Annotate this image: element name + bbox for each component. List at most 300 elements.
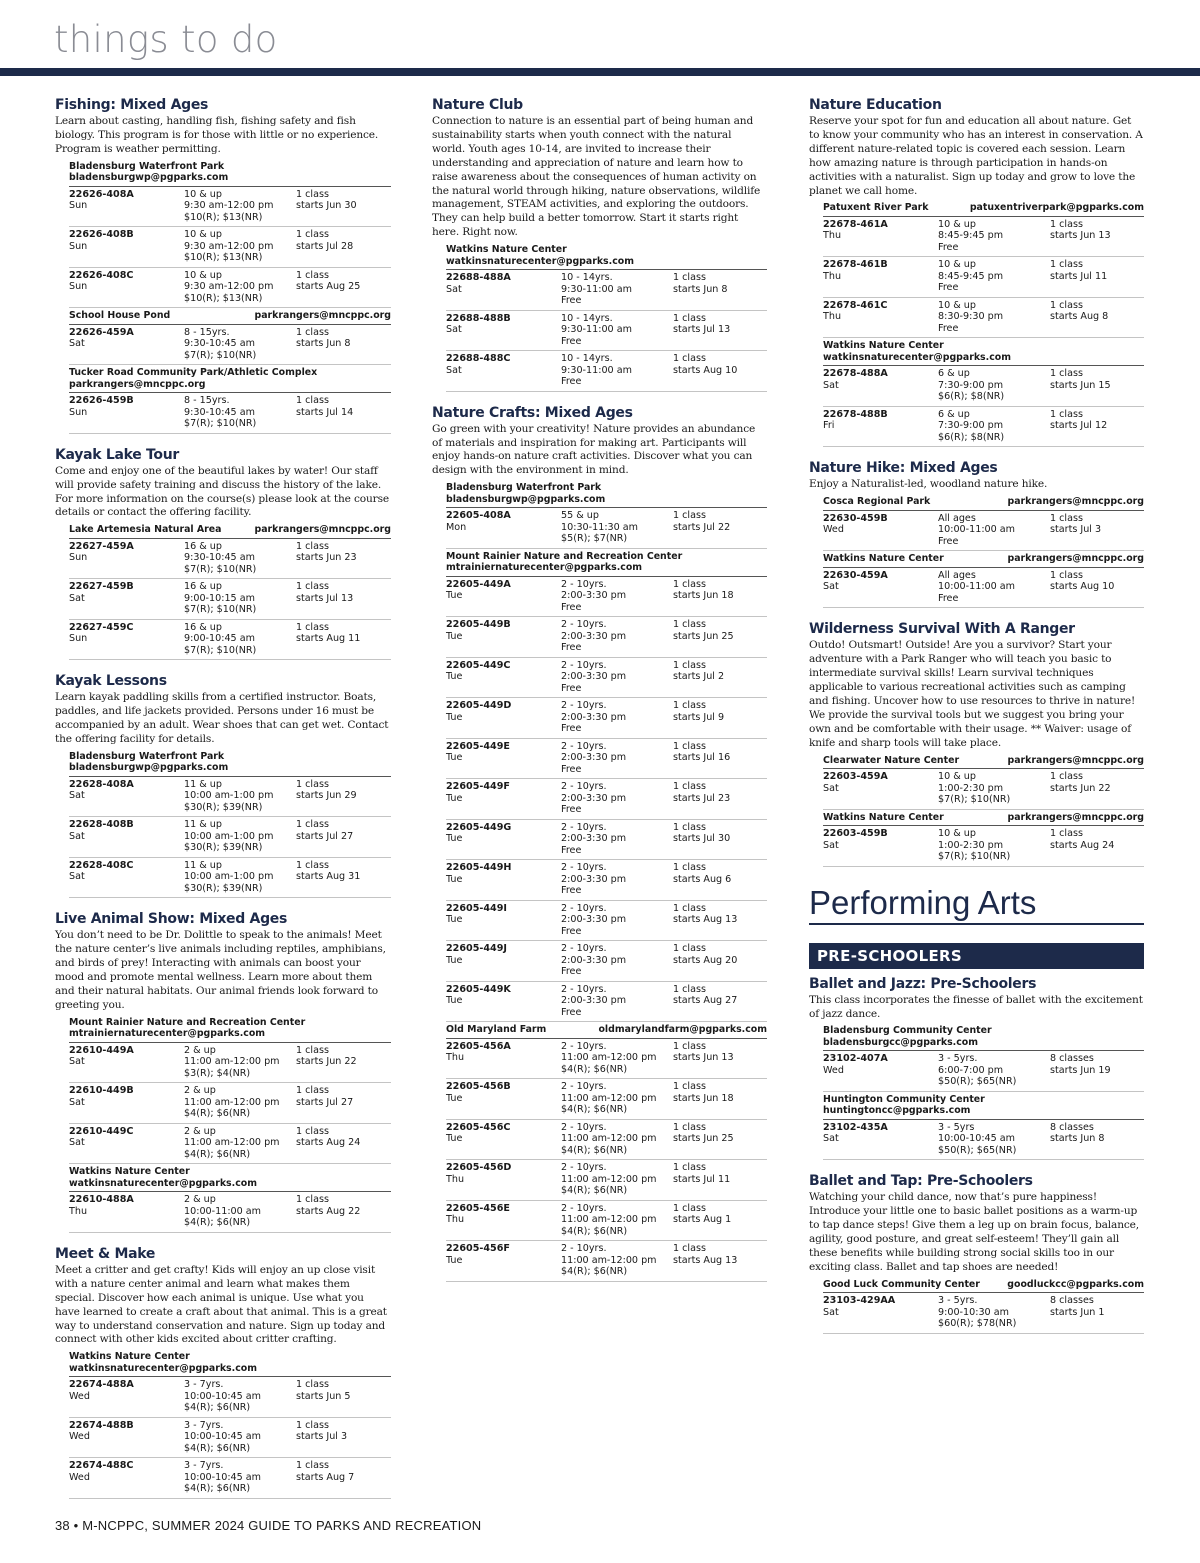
class-listing-row xyxy=(69,539,391,580)
listing-code-day xyxy=(446,579,561,614)
listing-classes-start xyxy=(296,189,391,224)
course-fee: $4(R); $6(NR) xyxy=(184,1148,251,1160)
course-code[interactable]: 23103-429AA xyxy=(823,1295,896,1307)
course-fee: $30(R); $39(NR) xyxy=(184,842,263,854)
course-fee: Free xyxy=(561,723,582,735)
listing-code-day xyxy=(446,1081,561,1116)
course-code[interactable]: 22678-488B xyxy=(823,408,888,420)
course-class-count: 1 class xyxy=(1050,299,1083,311)
listing-age-time-fee xyxy=(184,819,296,854)
course-time: 8:45-9:45 pm xyxy=(938,230,1004,242)
program-section xyxy=(55,1245,391,1499)
course-fee: Free xyxy=(561,763,582,775)
class-listing-row xyxy=(823,298,1144,339)
course-code[interactable]: 23102-435A xyxy=(823,1121,888,1133)
course-code[interactable]: 22605-456F xyxy=(446,1243,510,1255)
course-age: 2 - 10yrs. xyxy=(561,1121,607,1133)
section-description: Reserve your spot for fun and education all about nature. Get to know your community who has an interest in conservation. A different nature-related topic is covered each session. Learn how amazing nature is through participation in hands-on activities with a naturalist. Sign up today and grow to love the planet we call home. xyxy=(809,115,1143,197)
listing-classes-start xyxy=(296,819,391,854)
course-class-count: 8 classes xyxy=(1050,1053,1094,1065)
listing-classes-start xyxy=(296,1126,391,1161)
course-code[interactable]: 22630-459B xyxy=(823,512,888,524)
course-code[interactable]: 22605-449F xyxy=(446,781,510,793)
location-email[interactable]: parkrangers@mncppc.org xyxy=(1007,496,1144,508)
course-fee: $4(R); $6(NR) xyxy=(561,1266,628,1278)
location-name: Huntington Community Center xyxy=(823,1093,985,1105)
course-class-count: 1 class xyxy=(1050,368,1083,380)
course-time: 7:30-9:00 pm xyxy=(938,379,1004,391)
course-code[interactable]: 22603-459A xyxy=(823,771,888,783)
course-age: 11 & up xyxy=(184,819,222,831)
location-header xyxy=(446,480,767,508)
class-listing-row xyxy=(823,568,1144,609)
course-age: 10 & up xyxy=(938,828,976,840)
location-email[interactable]: parkrangers@mncppc.org xyxy=(1007,811,1144,823)
listing-classes-start xyxy=(673,1203,767,1238)
course-code[interactable]: 22688-488B xyxy=(446,312,511,324)
course-class-count: 1 class xyxy=(673,312,706,324)
location-name: Bladensburg Waterfront Park xyxy=(69,750,225,762)
course-time: 11:00 am-12:00 pm xyxy=(561,1214,657,1226)
listing-code-day xyxy=(446,510,561,545)
location-email[interactable]: parkrangers@mncppc.org xyxy=(1007,754,1144,766)
course-start-date: starts Aug 13 xyxy=(673,1254,738,1266)
location-name: Lake Artemesia Natural Area xyxy=(69,524,222,536)
course-day: Thu xyxy=(446,1052,465,1064)
course-code[interactable]: 22674-488C xyxy=(69,1460,134,1472)
section-title: Kayak Lake Tour xyxy=(55,446,179,463)
location-name: Bladensburg Community Center xyxy=(823,1025,992,1037)
class-listing-row xyxy=(446,739,767,780)
class-listing-row xyxy=(69,268,391,309)
class-listing-row xyxy=(823,366,1144,407)
listing-code-day xyxy=(69,860,184,895)
course-class-count: 1 class xyxy=(296,1125,329,1137)
course-fee: $10(R); $13(NR) xyxy=(184,211,263,223)
location-email[interactable]: patuxentriverpark@pgparks.com xyxy=(969,202,1144,214)
class-listing-row xyxy=(69,1043,391,1084)
course-time: 11:00 am-12:00 pm xyxy=(561,1052,657,1064)
course-age: 3 - 7yrs. xyxy=(184,1379,224,1391)
course-code[interactable]: 22626-408A xyxy=(69,188,134,200)
course-class-count: 1 class xyxy=(296,326,329,338)
course-class-count: 1 class xyxy=(296,1085,329,1097)
course-day: Sun xyxy=(69,406,88,418)
course-code[interactable]: 22674-488B xyxy=(69,1419,134,1431)
class-listing-row xyxy=(69,1418,391,1459)
course-fee: Free xyxy=(561,804,582,816)
location-header xyxy=(823,1277,1144,1294)
course-day: Sat xyxy=(823,581,839,593)
course-day: Mon xyxy=(446,521,467,533)
class-listing-row xyxy=(446,351,767,392)
course-time: 2:00-3:30 pm xyxy=(561,630,627,642)
section-title: Nature Hike: Mixed Ages xyxy=(809,460,998,477)
course-day: Tue xyxy=(446,914,463,926)
course-class-count: 1 class xyxy=(673,902,706,914)
class-listing-row xyxy=(69,227,391,268)
course-class-count: 1 class xyxy=(1050,569,1083,581)
course-class-count: 1 class xyxy=(673,983,706,995)
course-age: 3 - 7yrs. xyxy=(184,1419,224,1431)
location-email[interactable]: watkinsnaturecenter@pgparks.com xyxy=(69,1177,257,1189)
listing-age-time-fee xyxy=(561,1041,673,1076)
class-listing-row xyxy=(69,1377,391,1418)
course-day: Thu xyxy=(823,270,842,282)
course-age: 2 - 10yrs. xyxy=(561,700,607,712)
listing-code-day xyxy=(823,1053,938,1088)
course-class-count: 1 class xyxy=(296,1419,329,1431)
location-email[interactable]: watkinsnaturecenter@pgparks.com xyxy=(823,351,1011,363)
course-code[interactable]: 22628-408B xyxy=(69,819,134,831)
course-time: 2:00-3:30 pm xyxy=(561,914,627,926)
course-code[interactable]: 22605-408A xyxy=(446,510,511,522)
listing-code-day xyxy=(69,395,184,430)
section-description: Learn about casting, handling fish, fishing safety and fish biology. This program is for those with little or no experience. Program is weather permitting. xyxy=(55,115,379,155)
class-listing-row xyxy=(69,579,391,620)
course-time: 9:30-11:00 am xyxy=(561,324,632,336)
section-description: This class incorporates the finesse of ballet with the excitement of jazz dance. xyxy=(809,993,1143,1020)
course-age: 10 - 14yrs. xyxy=(561,272,613,284)
listing-code-day xyxy=(69,229,184,264)
course-time: 2:00-3:30 pm xyxy=(561,792,627,804)
course-age: 16 & up xyxy=(184,581,222,593)
listing-classes-start xyxy=(296,1045,391,1080)
course-day: Sat xyxy=(823,839,839,851)
course-code[interactable]: 22605-456E xyxy=(446,1202,510,1214)
class-listing-row xyxy=(446,698,767,739)
course-time: 1:00-2:30 pm xyxy=(938,839,1004,851)
listing-age-time-fee xyxy=(561,1203,673,1238)
location-email[interactable]: oldmarylandfarm@pgparks.com xyxy=(598,1024,767,1036)
section-title: Meet & Make xyxy=(55,1245,156,1262)
course-time: 10:00 am-1:00 pm xyxy=(184,871,274,883)
course-code[interactable]: 22627-459C xyxy=(69,621,134,633)
listing-classes-start xyxy=(673,984,767,1019)
course-age: 3 - 5yrs xyxy=(938,1121,975,1133)
course-age: 2 - 10yrs. xyxy=(561,902,607,914)
listing-code-day xyxy=(69,1460,184,1495)
course-code[interactable]: 22605-449G xyxy=(446,821,512,833)
listing-code-day xyxy=(69,270,184,305)
listing-code-day xyxy=(446,660,561,695)
course-code[interactable]: 22605-449K xyxy=(446,983,511,995)
location-email[interactable]: mtrainiernaturecenter@pgparks.com xyxy=(69,1028,266,1040)
listing-age-time-fee xyxy=(184,1379,296,1414)
course-day: Tue xyxy=(446,792,463,804)
listing-classes-start xyxy=(673,781,767,816)
section-description: Meet a critter and get crafty! Kids will enjoy an up close visit with a nature center animal and learn what makes them special. Discover how each animal is unique. Use what you have learned to create a craft about that animal. This is a great way to understand conservation and nature. Sign up today and connect with other kids excited about critter crafting. xyxy=(55,1263,387,1346)
listing-code-day xyxy=(823,368,938,403)
listing-code-day xyxy=(69,1085,184,1120)
course-code[interactable]: 22678-488A xyxy=(823,368,888,380)
listing-age-time-fee xyxy=(184,1420,296,1455)
listing-age-time-fee xyxy=(184,581,296,616)
class-listing-row xyxy=(446,1241,767,1282)
course-age: 2 - 10yrs. xyxy=(561,578,607,590)
listing-classes-start xyxy=(296,1379,391,1414)
course-time: 9:00-10:30 am xyxy=(938,1306,1009,1318)
course-age: 10 & up xyxy=(184,188,222,200)
course-code[interactable]: 22610-488A xyxy=(69,1194,134,1206)
course-class-count: 1 class xyxy=(673,781,706,793)
course-start-date: starts Jun 22 xyxy=(296,1056,357,1068)
location-name: Watkins Nature Center xyxy=(69,1166,190,1178)
listing-code-day xyxy=(69,541,184,576)
course-fee: $4(R); $6(NR) xyxy=(184,1217,251,1229)
program-section xyxy=(809,459,1144,608)
course-fee: Free xyxy=(561,925,582,937)
course-fee: Free xyxy=(561,376,582,388)
location-header xyxy=(69,159,391,187)
listing-classes-start xyxy=(296,581,391,616)
course-code[interactable]: 22605-449E xyxy=(446,740,510,752)
course-time: 1:00-2:30 pm xyxy=(938,782,1004,794)
course-fee: $4(R); $6(NR) xyxy=(561,1144,628,1156)
course-code[interactable]: 22605-456C xyxy=(446,1121,511,1133)
course-code[interactable]: 22678-461B xyxy=(823,259,888,271)
course-age: 3 - 5yrs. xyxy=(938,1295,978,1307)
class-listing-row xyxy=(823,769,1144,810)
location-email[interactable]: parkrangers@mncppc.org xyxy=(254,310,391,322)
listing-classes-start xyxy=(1050,259,1144,294)
program-section xyxy=(55,446,391,661)
course-code[interactable]: 22626-408C xyxy=(69,269,134,281)
course-start-date: starts Jul 9 xyxy=(673,711,725,723)
listing-age-time-fee xyxy=(561,272,673,307)
course-code[interactable]: 22630-459A xyxy=(823,569,888,581)
course-code[interactable]: 22688-488A xyxy=(446,272,511,284)
listing-code-day xyxy=(823,1122,938,1157)
location-header xyxy=(69,749,391,777)
listing-age-time-fee xyxy=(938,219,1050,254)
location-email[interactable]: watkinsnaturecenter@pgparks.com xyxy=(446,255,634,267)
course-time: 7:30-9:00 pm xyxy=(938,420,1004,432)
course-code[interactable]: 22603-459B xyxy=(823,828,888,840)
course-start-date: starts Jul 28 xyxy=(296,240,354,252)
course-code[interactable]: 23102-407A xyxy=(823,1053,888,1065)
listing-code-day xyxy=(446,741,561,776)
course-code[interactable]: 22610-449C xyxy=(69,1125,134,1137)
course-code[interactable]: 22605-456A xyxy=(446,1040,511,1052)
class-listing-row xyxy=(823,257,1144,298)
course-class-count: 1 class xyxy=(673,578,706,590)
location-email[interactable]: bladensburgcc@pgparks.com xyxy=(823,1036,979,1048)
course-start-date: starts Jun 22 xyxy=(1050,782,1111,794)
course-start-date: starts Jul 13 xyxy=(673,324,731,336)
course-time: 9:00-10:45 am xyxy=(184,633,255,645)
location-email[interactable]: watkinsnaturecenter@pgparks.com xyxy=(69,1362,257,1374)
course-code[interactable]: 22627-459A xyxy=(69,540,134,552)
course-start-date: starts Aug 13 xyxy=(673,914,738,926)
course-age: 2 - 10yrs. xyxy=(561,619,607,631)
course-age: 10 - 14yrs. xyxy=(561,353,613,365)
course-code[interactable]: 22605-456B xyxy=(446,1081,511,1093)
class-listing-row xyxy=(69,1083,391,1124)
listing-code-day xyxy=(446,1041,561,1076)
listing-age-time-fee xyxy=(184,270,296,305)
course-start-date: starts Jul 14 xyxy=(296,406,354,418)
location-email[interactable]: parkrangers@mncppc.org xyxy=(1007,553,1144,565)
section-title: Kayak Lessons xyxy=(55,673,167,690)
course-class-count: 1 class xyxy=(673,1040,706,1052)
course-code[interactable]: 22626-459A xyxy=(69,326,134,338)
course-start-date: starts Jul 27 xyxy=(296,830,354,842)
course-fee: Free xyxy=(938,322,959,334)
course-code[interactable]: 22605-449A xyxy=(446,578,511,590)
course-day: Thu xyxy=(446,1173,465,1185)
course-code[interactable]: 22628-408C xyxy=(69,859,134,871)
course-code[interactable]: 22605-449B xyxy=(446,619,511,631)
listing-classes-start xyxy=(1050,219,1144,254)
course-class-count: 1 class xyxy=(296,621,329,633)
listing-code-day xyxy=(823,409,938,444)
course-code[interactable]: 22610-449A xyxy=(69,1044,134,1056)
course-day: Sun xyxy=(69,281,88,293)
course-code[interactable]: 22605-449D xyxy=(446,700,512,712)
course-time: 11:00 am-12:00 pm xyxy=(184,1137,280,1149)
course-class-count: 1 class xyxy=(673,943,706,955)
location-name: Watkins Nature Center xyxy=(823,553,944,565)
course-class-count: 1 class xyxy=(296,1460,329,1472)
listing-classes-start xyxy=(296,1194,391,1229)
course-time: 10:30-11:30 am xyxy=(561,521,639,533)
course-code[interactable]: 22605-449C xyxy=(446,659,511,671)
course-time: 10:00-10:45 am xyxy=(938,1133,1016,1145)
course-code[interactable]: 22605-449I xyxy=(446,902,507,914)
course-code[interactable]: 22628-408A xyxy=(69,778,134,790)
course-fee: $30(R); $39(NR) xyxy=(184,882,263,894)
listing-code-day xyxy=(823,300,938,335)
course-class-count: 1 class xyxy=(673,1243,706,1255)
program-section xyxy=(809,620,1144,866)
class-listing-row xyxy=(446,311,767,352)
course-day: Sat xyxy=(823,782,839,794)
listing-classes-start xyxy=(673,862,767,897)
course-start-date: starts Aug 31 xyxy=(296,871,361,883)
class-listing-row xyxy=(446,901,767,942)
section-description: Come and enjoy one of the beautiful lakes by water! Our staff will provide safety training and discuss the history of the lake. For more information on the course(s) please look at the course details or contact the offering facility. xyxy=(55,464,389,519)
listing-age-time-fee xyxy=(184,229,296,264)
course-start-date: starts Jul 3 xyxy=(296,1431,348,1443)
course-age: 2 - 10yrs. xyxy=(561,1162,607,1174)
course-code[interactable]: 22605-449H xyxy=(446,862,512,874)
course-class-count: 1 class xyxy=(1050,828,1083,840)
course-day: Thu xyxy=(823,230,842,242)
class-listing-row xyxy=(446,860,767,901)
course-fee: $6(R); $8(NR) xyxy=(938,431,1005,443)
location-header xyxy=(823,810,1144,827)
class-listing-row xyxy=(823,407,1144,448)
listing-age-time-fee xyxy=(184,1460,296,1495)
location-email[interactable]: parkrangers@mncppc.org xyxy=(69,378,206,390)
course-code[interactable]: 22674-488A xyxy=(69,1379,134,1391)
location-email[interactable]: huntingtoncc@pgparks.com xyxy=(823,1105,971,1117)
location-header xyxy=(823,551,1144,568)
listing-classes-start xyxy=(673,700,767,735)
course-fee: Free xyxy=(938,282,959,294)
course-fee: $4(R); $6(NR) xyxy=(561,1063,628,1075)
location-email[interactable]: bladensburgwp@pgparks.com xyxy=(446,493,606,505)
class-listing-row xyxy=(446,658,767,699)
location-header xyxy=(69,308,391,325)
location-email[interactable]: bladensburgwp@pgparks.com xyxy=(69,762,229,774)
location-email[interactable]: bladensburgwp@pgparks.com xyxy=(69,172,229,184)
course-code[interactable]: 22678-461C xyxy=(823,299,888,311)
course-age: All ages xyxy=(938,569,976,581)
course-start-date: starts Jul 27 xyxy=(296,1096,354,1108)
listing-classes-start xyxy=(296,327,391,362)
course-time: 8:45-9:45 pm xyxy=(938,270,1004,282)
course-time: 11:00 am-12:00 pm xyxy=(561,1092,657,1104)
course-class-count: 1 class xyxy=(673,659,706,671)
course-fee: $50(R); $65(NR) xyxy=(938,1076,1017,1088)
course-age: 10 - 14yrs. xyxy=(561,312,613,324)
listing-code-day xyxy=(446,984,561,1019)
course-code[interactable]: 22626-408B xyxy=(69,229,134,241)
course-code[interactable]: 22626-459B xyxy=(69,395,134,407)
course-class-count: 1 class xyxy=(673,272,706,284)
listing-code-day xyxy=(823,259,938,294)
listing-code-day xyxy=(446,943,561,978)
course-code[interactable]: 22688-488C xyxy=(446,353,511,365)
program-section xyxy=(809,96,1144,447)
location-email[interactable]: mtrainiernaturecenter@pgparks.com xyxy=(446,562,643,574)
course-start-date: starts Jun 18 xyxy=(673,590,734,602)
course-time: 2:00-3:30 pm xyxy=(561,954,627,966)
course-start-date: starts Aug 24 xyxy=(296,1137,361,1149)
class-listing-row xyxy=(69,817,391,858)
course-time: 11:00 am-12:00 pm xyxy=(561,1133,657,1145)
course-age: 6 & up xyxy=(938,408,970,420)
listing-classes-start xyxy=(1050,1295,1144,1330)
listing-code-day xyxy=(69,622,184,657)
section-description: Watching your child dance, now that’s pure happiness! Introduce your little one to basic ballet positions as a warm-up to tap dance steps! Give them a leg up on brain focus, balance, agility, good posture, and great self-esteem! They’ll gain all these benefits while building strong social skills too in our exciting class. Ballet and tap shoes are needed! xyxy=(809,1191,1139,1273)
course-start-date: starts Jun 25 xyxy=(673,1133,734,1145)
listing-code-day xyxy=(446,1203,561,1238)
course-code[interactable]: 22610-449B xyxy=(69,1085,134,1097)
listing-code-day xyxy=(446,1122,561,1157)
course-day: Sat xyxy=(69,1137,85,1149)
listing-code-day xyxy=(69,1379,184,1414)
page-header xyxy=(0,0,1200,78)
class-listing-row xyxy=(446,1201,767,1242)
class-listing-row xyxy=(69,777,391,818)
course-time: 2:00-3:30 pm xyxy=(561,671,627,683)
listing-classes-start xyxy=(296,229,391,264)
course-day: Tue xyxy=(446,954,463,966)
listing-code-day xyxy=(446,781,561,816)
listing-code-day xyxy=(823,828,938,863)
listing-classes-start xyxy=(296,1460,391,1495)
location-email[interactable]: parkrangers@mncppc.org xyxy=(254,524,391,536)
section-title: Ballet and Jazz: Pre-Schoolers xyxy=(809,975,1037,992)
course-class-count: 1 class xyxy=(296,1044,329,1056)
location-email[interactable]: goodluckcc@pgparks.com xyxy=(1007,1278,1144,1290)
listing-classes-start xyxy=(673,943,767,978)
course-class-count: 1 class xyxy=(296,819,329,831)
course-fee: $50(R); $65(NR) xyxy=(938,1144,1017,1156)
course-code[interactable]: 22605-449J xyxy=(446,943,507,955)
location-name: Watkins Nature Center xyxy=(823,811,944,823)
course-code[interactable]: 22627-459B xyxy=(69,581,134,593)
course-fee: $4(R); $6(NR) xyxy=(184,1442,251,1454)
location-header xyxy=(69,1015,391,1043)
course-code[interactable]: 22678-461A xyxy=(823,218,888,230)
course-code[interactable]: 22605-456D xyxy=(446,1162,512,1174)
course-day: Thu xyxy=(446,1214,465,1226)
course-time: 2:00-3:30 pm xyxy=(561,873,627,885)
